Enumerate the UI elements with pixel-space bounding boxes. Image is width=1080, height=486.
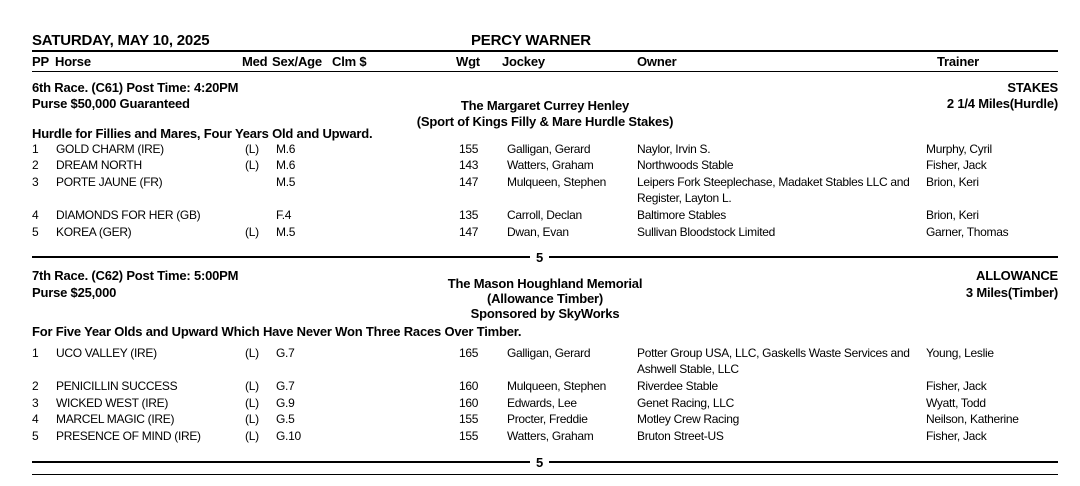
entry-trainer: Wyatt, Todd bbox=[926, 396, 986, 410]
entry-jockey: Watters, Graham bbox=[507, 429, 594, 443]
entry-owner: Naylor, Irvin S. bbox=[637, 142, 711, 156]
entry-wgt: 135 bbox=[459, 208, 479, 222]
race-6-entry-count: 5 bbox=[536, 250, 544, 265]
entry-med: (L) bbox=[245, 412, 259, 426]
race-6-subtitle: (Sport of Kings Filly & Mare Hurdle Stakes) bbox=[416, 114, 674, 129]
entry-sexage: M.5 bbox=[276, 175, 296, 189]
entry-pp: 3 bbox=[32, 175, 39, 189]
race-7-entry-count: 5 bbox=[536, 455, 544, 470]
entry-trainer: Garner, Thomas bbox=[926, 225, 1009, 239]
col-horse: Horse bbox=[55, 54, 91, 69]
entry-trainer: Neilson, Katherine bbox=[926, 412, 1019, 426]
entry-jockey: Galligan, Gerard bbox=[507, 346, 591, 360]
entry-med: (L) bbox=[245, 225, 259, 239]
entry-owner-cont: Ashwell Stable, LLC bbox=[637, 362, 739, 376]
entry-owner: Potter Group USA, LLC, Gaskells Waste Services and bbox=[637, 346, 910, 360]
col-owner: Owner bbox=[637, 54, 677, 69]
entry-pp: 1 bbox=[32, 142, 39, 156]
entry-trainer: Brion, Keri bbox=[926, 175, 979, 189]
entry-horse: DIAMONDS FOR HER (GB) bbox=[56, 208, 201, 222]
entry-trainer: Fisher, Jack bbox=[926, 379, 987, 393]
race-6-title: 6th Race. (C61) Post Time: 4:20PM bbox=[32, 80, 239, 95]
entry-pp: 5 bbox=[32, 429, 39, 443]
col-clm: Clm $ bbox=[332, 54, 367, 69]
entry-owner: Sullivan Bloodstock Limited bbox=[637, 225, 775, 239]
entry-trainer: Brion, Keri bbox=[926, 208, 979, 222]
entry-pp: 1 bbox=[32, 346, 39, 360]
col-trainer: Trainer bbox=[937, 54, 979, 69]
entry-sexage: G.5 bbox=[276, 412, 295, 426]
col-jockey: Jockey bbox=[502, 54, 545, 69]
race-7-sponsor: Sponsored by SkyWorks bbox=[470, 306, 620, 321]
entry-pp: 2 bbox=[32, 379, 39, 393]
entry-med: (L) bbox=[245, 379, 259, 393]
entry-jockey: Watters, Graham bbox=[507, 158, 594, 172]
race-6-type: STAKES bbox=[1007, 80, 1058, 95]
race-7-divider-left bbox=[32, 461, 530, 463]
entry-wgt: 160 bbox=[459, 396, 479, 410]
entry-med: (L) bbox=[245, 142, 259, 156]
entry-owner-cont: Register, Layton L. bbox=[637, 191, 732, 205]
entry-jockey: Carroll, Declan bbox=[507, 208, 582, 222]
entry-owner: Genet Racing, LLC bbox=[637, 396, 734, 410]
entry-med: (L) bbox=[245, 429, 259, 443]
entry-jockey: Mulqueen, Stephen bbox=[507, 379, 606, 393]
entry-wgt: 143 bbox=[459, 158, 479, 172]
entry-horse: PORTE JAUNE (FR) bbox=[56, 175, 163, 189]
entry-jockey: Mulqueen, Stephen bbox=[507, 175, 606, 189]
entry-jockey: Galligan, Gerard bbox=[507, 142, 591, 156]
entry-wgt: 160 bbox=[459, 379, 479, 393]
page-bottom-rule bbox=[32, 474, 1058, 475]
venue-name: PERCY WARNER bbox=[471, 32, 591, 49]
entry-horse: DREAM NORTH bbox=[56, 158, 142, 172]
col-pp: PP bbox=[32, 54, 49, 69]
race-6-distance: 2 1/4 Miles(Hurdle) bbox=[946, 96, 1058, 111]
entry-med: (L) bbox=[245, 346, 259, 360]
race-7-name: The Mason Houghland Memorial bbox=[447, 276, 643, 291]
col-sexage: Sex/Age bbox=[272, 54, 322, 69]
entry-horse: WICKED WEST (IRE) bbox=[56, 396, 169, 410]
entry-sexage: M.6 bbox=[276, 158, 296, 172]
entry-med: (L) bbox=[245, 396, 259, 410]
entry-jockey: Procter, Freddie bbox=[507, 412, 588, 426]
entry-horse: UCO VALLEY (IRE) bbox=[56, 346, 157, 360]
entry-owner: Riverdee Stable bbox=[637, 379, 718, 393]
race-7-conditions: For Five Year Olds and Upward Which Have Never Won Three Races Over Timber. bbox=[32, 324, 522, 339]
entry-pp: 5 bbox=[32, 225, 39, 239]
entry-owner: Northwoods Stable bbox=[637, 158, 734, 172]
entry-horse: PRESENCE OF MIND (IRE) bbox=[56, 429, 201, 443]
entry-pp: 3 bbox=[32, 396, 39, 410]
col-wgt: Wgt bbox=[456, 54, 480, 69]
entry-trainer: Young, Leslie bbox=[926, 346, 994, 360]
entry-sexage: G.7 bbox=[276, 346, 295, 360]
entry-horse: GOLD CHARM (IRE) bbox=[56, 142, 164, 156]
race-6-purse: Purse $50,000 Guaranteed bbox=[32, 96, 190, 111]
race-7-title: 7th Race. (C62) Post Time: 5:00PM bbox=[32, 268, 239, 283]
entry-sexage: G.7 bbox=[276, 379, 295, 393]
race-6-name: The Margaret Currey Henley bbox=[460, 98, 630, 113]
entry-owner: Bruton Street-US bbox=[637, 429, 724, 443]
race-7-divider-right bbox=[549, 461, 1058, 463]
entry-jockey: Edwards, Lee bbox=[507, 396, 577, 410]
race-7-type: ALLOWANCE bbox=[976, 268, 1058, 283]
entry-trainer: Fisher, Jack bbox=[926, 429, 987, 443]
entry-wgt: 165 bbox=[459, 346, 479, 360]
program-date: SATURDAY, MAY 10, 2025 bbox=[32, 32, 210, 49]
entry-owner: Motley Crew Racing bbox=[637, 412, 739, 426]
col-med: Med bbox=[242, 54, 268, 69]
entry-sexage: M.5 bbox=[276, 225, 296, 239]
entry-horse: KOREA (GER) bbox=[56, 225, 132, 239]
race-7-subtitle: (Allowance Timber) bbox=[486, 291, 604, 306]
entry-sexage: G.10 bbox=[276, 429, 301, 443]
race-6-conditions: Hurdle for Fillies and Mares, Four Years Old and Upward. bbox=[32, 126, 373, 141]
entry-sexage: M.6 bbox=[276, 142, 296, 156]
entry-wgt: 147 bbox=[459, 225, 479, 239]
entry-sexage: F.4 bbox=[276, 208, 292, 222]
entry-med: (L) bbox=[245, 158, 259, 172]
entry-owner: Baltimore Stables bbox=[637, 208, 726, 222]
entry-pp: 2 bbox=[32, 158, 39, 172]
header-rule bbox=[32, 50, 1058, 52]
entry-pp: 4 bbox=[32, 412, 39, 426]
entry-wgt: 147 bbox=[459, 175, 479, 189]
entry-wgt: 155 bbox=[459, 412, 479, 426]
entry-horse: MARCEL MAGIC (IRE) bbox=[56, 412, 175, 426]
column-rule bbox=[32, 71, 1058, 72]
entry-trainer: Fisher, Jack bbox=[926, 158, 987, 172]
entry-pp: 4 bbox=[32, 208, 39, 222]
entry-trainer: Murphy, Cyril bbox=[926, 142, 992, 156]
entry-wgt: 155 bbox=[459, 429, 479, 443]
race-7-purse: Purse $25,000 bbox=[32, 285, 117, 300]
entry-sexage: G.9 bbox=[276, 396, 295, 410]
race-6-divider-left bbox=[32, 256, 530, 258]
entry-jockey: Dwan, Evan bbox=[507, 225, 569, 239]
entry-owner: Leipers Fork Steeplechase, Madaket Stables LLC and bbox=[637, 175, 910, 189]
race-6-divider-right bbox=[549, 256, 1058, 258]
race-7-distance: 3 Miles(Timber) bbox=[965, 285, 1058, 300]
entry-horse: PENICILLIN SUCCESS bbox=[56, 379, 178, 393]
entry-wgt: 155 bbox=[459, 142, 479, 156]
